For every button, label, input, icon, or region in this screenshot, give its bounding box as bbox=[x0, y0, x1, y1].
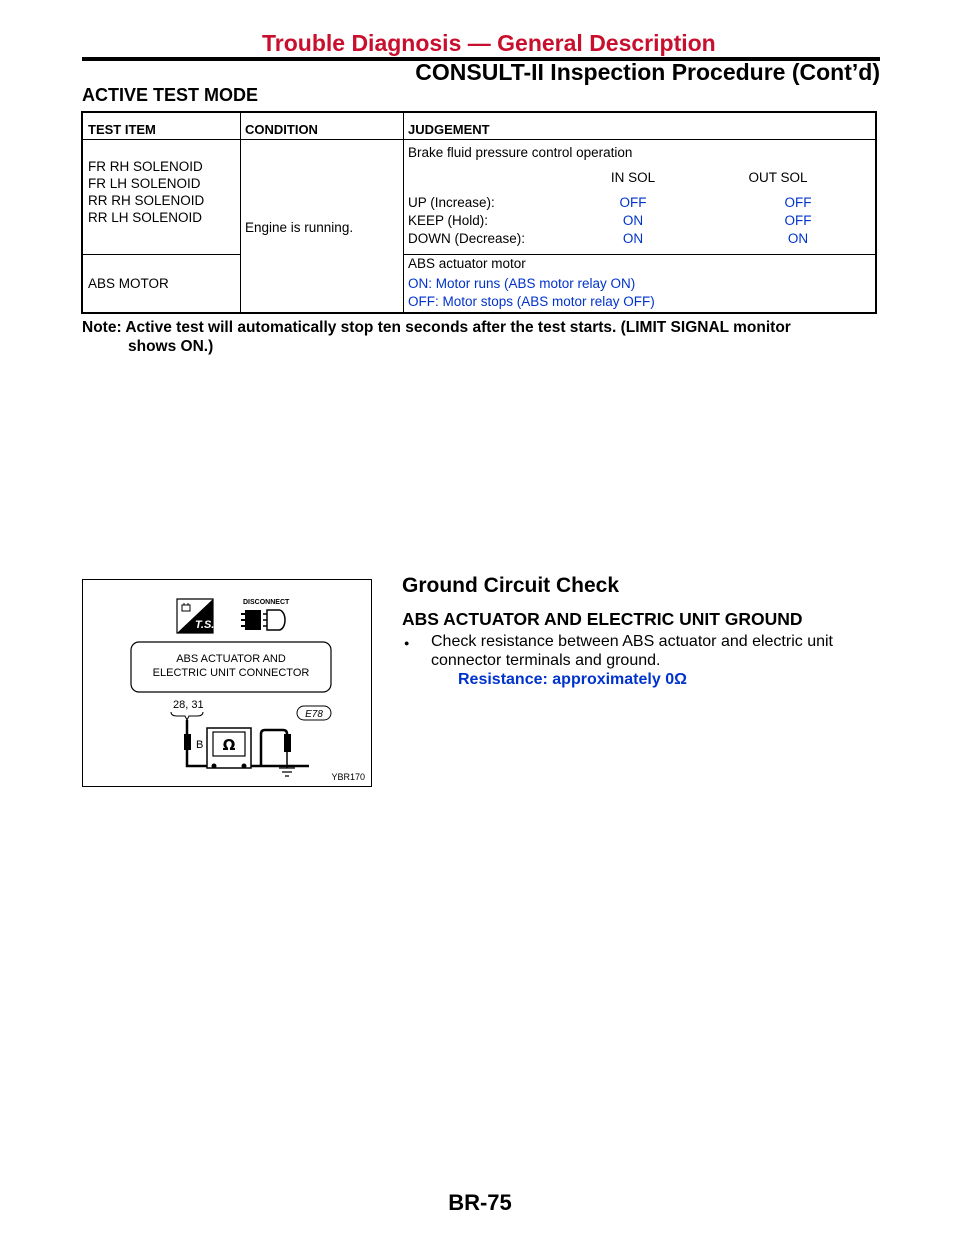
page-number: BR-75 bbox=[448, 1190, 512, 1215]
col-divider bbox=[240, 113, 241, 312]
mode-keep-out: OFF bbox=[784, 213, 812, 228]
condition-cell: Engine is running. bbox=[245, 220, 354, 235]
col-divider bbox=[403, 113, 404, 312]
out-sol-header: OUT SOL bbox=[748, 170, 808, 185]
mode-down-in: ON bbox=[622, 231, 644, 246]
in-sol-header: IN SOL bbox=[610, 170, 656, 185]
mode-up-out: OFF bbox=[784, 195, 812, 210]
resistance-spec: Resistance: approximately 0Ω bbox=[458, 671, 687, 688]
figure-id: YBR170 bbox=[331, 772, 365, 782]
col-header-judgement: JUDGEMENT bbox=[408, 122, 490, 137]
disconnect-label: DISCONNECT bbox=[243, 599, 290, 606]
row-divider bbox=[83, 254, 241, 255]
ground-circuit-heading: Ground Circuit Check bbox=[402, 574, 620, 597]
connector-code: E78 bbox=[305, 709, 323, 720]
section-header-subtitle: CONSULT-II Inspection Procedure (Cont’d) bbox=[415, 59, 880, 85]
ts-icon bbox=[177, 599, 214, 633]
bullet-icon: ● bbox=[404, 638, 410, 648]
note-line-1: Note: Active test will automatically stop ten seconds after the test starts. (LIMIT SIGNAL monitor bbox=[82, 319, 791, 336]
active-test-table bbox=[81, 111, 877, 314]
test-item-fr-lh: FR LH SOLENOID bbox=[88, 176, 201, 191]
test-item-fr-rh: FR RH SOLENOID bbox=[88, 159, 203, 174]
abs-motor-title: ABS actuator motor bbox=[408, 256, 526, 271]
mode-down-out: ON bbox=[787, 231, 809, 246]
mode-down-label: DOWN (Decrease): bbox=[408, 231, 526, 246]
mode-up-in: OFF bbox=[619, 195, 647, 210]
test-item-rr-lh: RR LH SOLENOID bbox=[88, 210, 203, 225]
wiring-diagram bbox=[83, 580, 371, 786]
test-item-rr-rh: RR RH SOLENOID bbox=[88, 193, 205, 208]
bullet-text: Check resistance between ABS actuator and electric unit connector terminals and ground. bbox=[431, 633, 833, 669]
ground-circuit-figure bbox=[82, 579, 372, 787]
terminal-numbers: 28, 31 bbox=[173, 699, 204, 711]
ground-subheading: ABS ACTUATOR AND ELECTRIC UNIT GROUND bbox=[402, 609, 803, 629]
mode-up-label: UP (Increase): bbox=[408, 195, 495, 210]
col-header-test-item: TEST ITEM bbox=[88, 122, 156, 137]
abs-motor-on: ON: Motor runs (ABS motor relay ON) bbox=[408, 276, 636, 291]
active-test-note bbox=[82, 318, 880, 356]
ts-label: T.S. bbox=[195, 619, 215, 631]
wire-color: B bbox=[196, 739, 204, 751]
mode-keep-in: ON bbox=[622, 213, 644, 228]
connector-label-1: ABS ACTUATOR AND bbox=[176, 653, 286, 665]
judgement-title: Brake fluid pressure control operation bbox=[408, 145, 633, 160]
mode-keep-label: KEEP (Hold): bbox=[408, 213, 489, 228]
ohm-icon: Ω bbox=[222, 736, 236, 754]
header-row-divider bbox=[83, 139, 875, 140]
active-test-heading: ACTIVE TEST MODE bbox=[82, 85, 259, 105]
disconnect-icon bbox=[241, 610, 285, 630]
test-item-abs-motor: ABS MOTOR bbox=[88, 276, 169, 291]
abs-motor-off: OFF: Motor stops (ABS motor relay OFF) bbox=[408, 294, 655, 309]
section-header-title: Trouble Diagnosis — General Description bbox=[262, 30, 716, 56]
connector-label-2: ELECTRIC UNIT CONNECTOR bbox=[152, 667, 310, 679]
col-header-condition: CONDITION bbox=[245, 122, 318, 137]
note-line-2: shows ON.) bbox=[128, 338, 214, 355]
